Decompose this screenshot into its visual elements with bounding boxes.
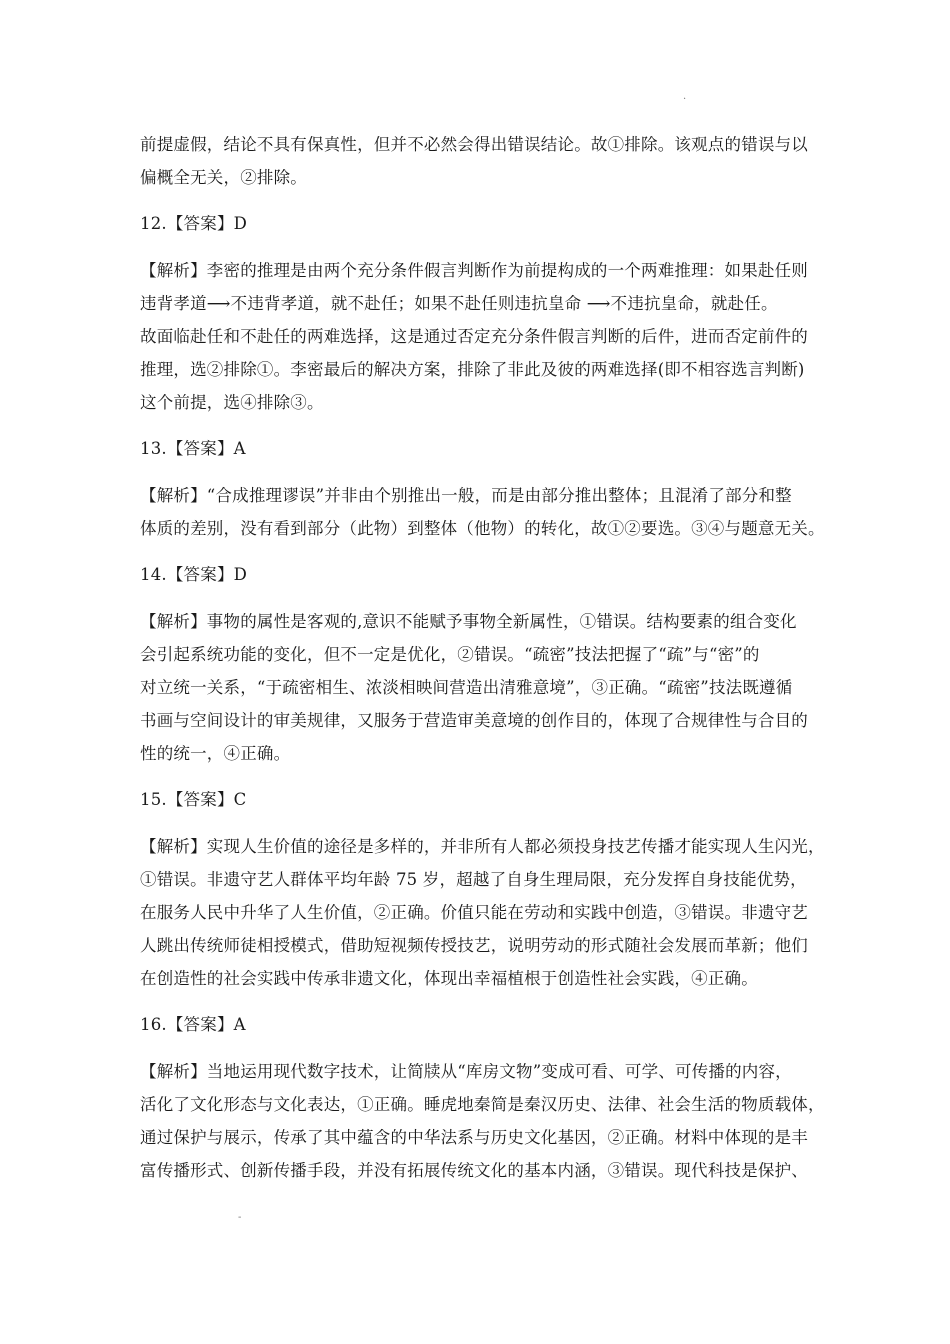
answer-heading [140,783,800,816]
top-mark: . [683,91,687,102]
text-line: 活化了文化形态与文化表达，①正确。睡虎地秦简是秦汉历史、法律、社会生活的物质载体， [140,1095,825,1114]
text-line: 在服务人民中升华了人生价值，②正确。价值只能在劳动和实践中创造，③错误。非遗守艺 [140,903,808,922]
document-body [140,128,825,1200]
text-line: 14.【答案】D [140,565,248,584]
text-line: 这个前提，选④排除③。 [140,393,324,412]
text-line: 富传播形式、创新传播手段，并没有拓展传统文化的基本内涵，③错误。现代科技是保护、 [140,1161,808,1180]
text-line: 推理，选②排除①。李密最后的解决方案，排除了非此及彼的两难选择(即不相容选言判断) [140,360,805,379]
answer-heading [140,558,800,591]
text-line: 人跳出传统师徒相授模式，借助短视频传授技艺，说明劳动的形式随社会发展而革新；他们 [140,936,808,955]
text-line: 在创造性的社会实践中传承非遗文化，体现出幸福植根于创造性社会实践，④正确。 [140,969,758,988]
text-line: 前提虚假，结论不具有保真性，但并不必然会得出错误结论。故①排除。该观点的错误与以 [140,135,808,154]
answer-heading [140,432,800,465]
text-line: 性的统一，④正确。 [140,744,291,763]
text-line: 16.【答案】A [140,1015,246,1034]
text-line: 故面临赴任和不赴任的两难选择，这是通过否定充分条件假言判断的后件，进而否定前件的 [140,327,808,346]
text-line: ①错误。非遗守艺人群体平均年龄 75 岁，超越了自身生理局限，充分发挥自身技能优势， [140,870,807,889]
text-line: 对立统一关系，“于疏密相生、浓淡相映间营造出清雅意境”，③正确。“疏密”技法既遵循 [140,678,793,697]
text-line: 【解析】当地运用现代数字技术，让简牍从“库房文物”变成可看、可学、可传播的内容， [140,1062,792,1081]
text-line: 通过保护与展示，传承了其中蕴含的中华法系与历史文化基因，②正确。材料中体现的是丰 [140,1128,808,1147]
analysis-paragraph [140,830,825,995]
analysis-paragraph [140,128,808,194]
text-line: 【解析】事物的属性是客观的,意识不能赋予事物全新属性，①错误。结构要素的组合变化 [140,612,797,631]
bottom-mark: - [238,1212,242,1223]
analysis-paragraph [140,605,808,770]
text-line: 13.【答案】A [140,439,246,458]
text-line: 【解析】李密的推理是由两个充分条件假言判断作为前提构成的一个两难推理：如果赴任则 [140,261,808,280]
analysis-paragraph [140,254,808,419]
text-line: 书画与空间设计的审美规律，又服务于营造审美意境的创作目的，体现了合规律性与合目的 [140,711,808,730]
text-line: 体质的差别，没有看到部分（此物）到整体（他物）的转化，故①②要选。③④与题意无关。 [140,519,825,538]
text-line: 【解析】实现人生价值的途径是多样的，并非所有人都必须投身技艺传播才能实现人生闪光， [140,837,825,856]
answer-heading [140,1008,800,1041]
text-line: 12.【答案】D [140,214,248,233]
text-line: 违背孝道⟶不违背孝道，就不赴任；如果不赴任则违抗皇命 ⟶不违抗皇命，就赴任。 [140,294,778,313]
text-line: 【解析】“合成推理谬误”并非由个别推出一般，而是由部分推出整体；且混淆了部分和整 [140,486,792,505]
text-line: 会引起系统功能的变化，但不一定是优化，②错误。“疏密”技法把握了“疏”与“密”的 [140,645,760,664]
analysis-paragraph [140,1055,825,1187]
text-line: 15.【答案】C [140,790,247,809]
analysis-paragraph [140,479,825,545]
text-line: 偏概全无关，②排除。 [140,168,307,187]
answer-heading [140,207,800,240]
